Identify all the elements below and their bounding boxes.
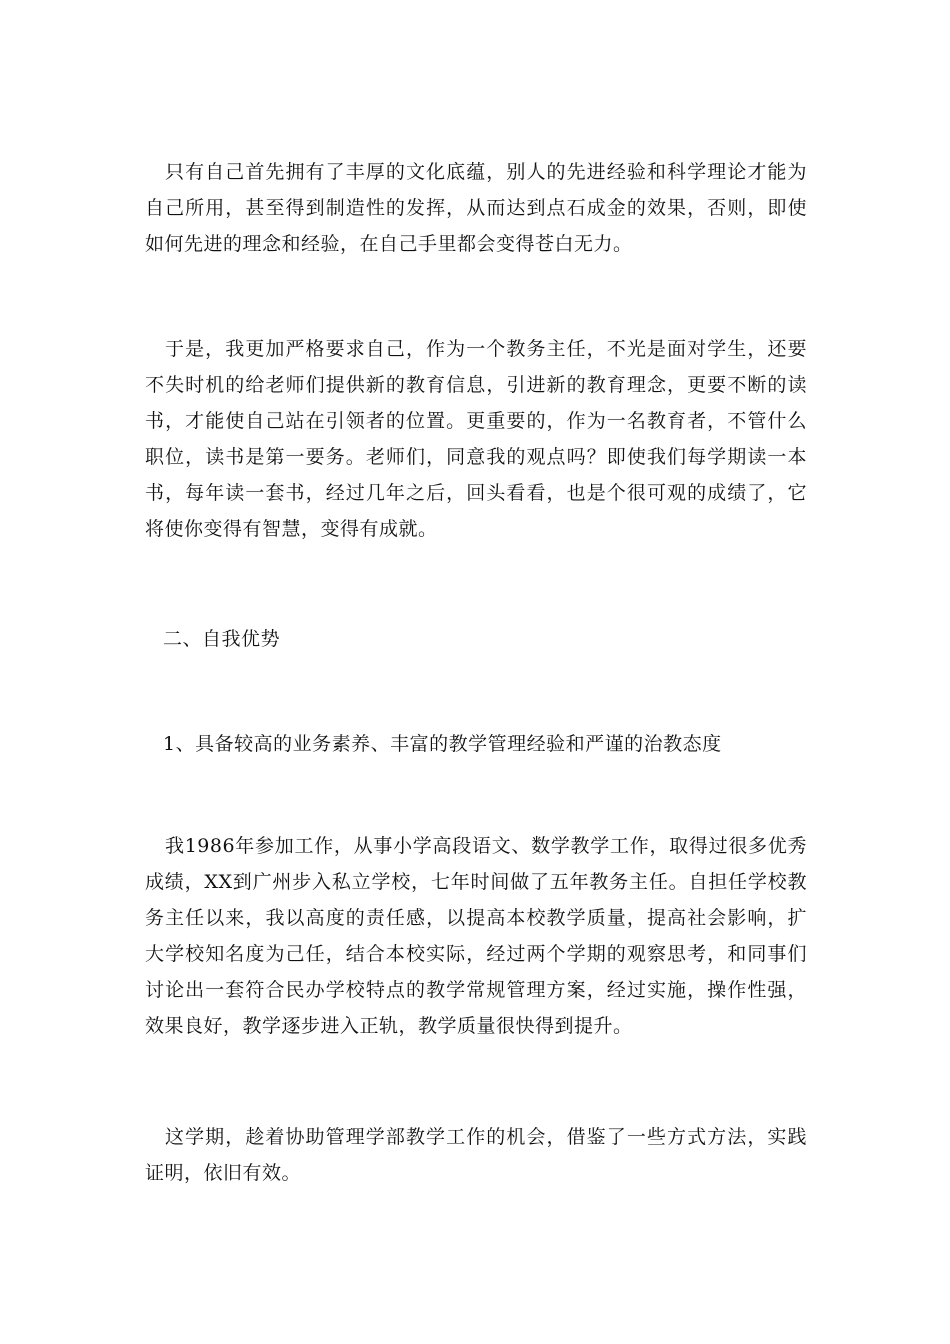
paragraph-work-experience: 我1986年参加工作，从事小学高段语文、数学教学工作，取得过很多优秀成绩，XX到广州步入私立学校，七年时间做了五年教务主任。自担任学校教务主任以来，我以高度的责任感，以提高本校教学质量，提高社会影响，扩大学校知名度为己任，结合本校实际，经过两个学期的观察思考，和同事们讨论出一套符合民办学校特点的教学常规管理方案，经过实施，操作性强，效果良好，教学逐步进入正轨，教学质量很快得到提升。: [145, 835, 807, 1037]
section-heading: 二、自我优势: [163, 628, 281, 650]
paragraph-reading-requirement: 于是，我更加严格要求自己，作为一个教务主任，不光是面对学生，还要不失时机的给老师们提供新的教育信息，引进新的教育理念，更要不断的读书，才能使自己站在引领者的位置。更重要的，作为一名教育者，不管什么职位，读书是第一要务。老师们，同意我的观点吗？即使我们每学期读一本书，每年读一套书，经过几年之后，回头看看，也是个很可观的成绩了，它将使你变得有智慧，变得有成就。: [145, 338, 807, 540]
paragraph-cultural-foundation: 只有自己首先拥有了丰厚的文化底蕴，别人的先进经验和科学理论才能为自己所用，甚至得到制造性的发挥，从而达到点石成金的效果，否则，即使如何先进的理念和经验，在自己手里都会变得苍白无力。: [145, 161, 807, 255]
subheading: 1、具备较高的业务素养、丰富的教学管理经验和严谨的治教态度: [163, 733, 722, 755]
paragraph-this-semester: 这学期，趁着协助管理学部教学工作的机会，借鉴了一些方式方法，实践证明，依旧有效。: [145, 1126, 807, 1184]
